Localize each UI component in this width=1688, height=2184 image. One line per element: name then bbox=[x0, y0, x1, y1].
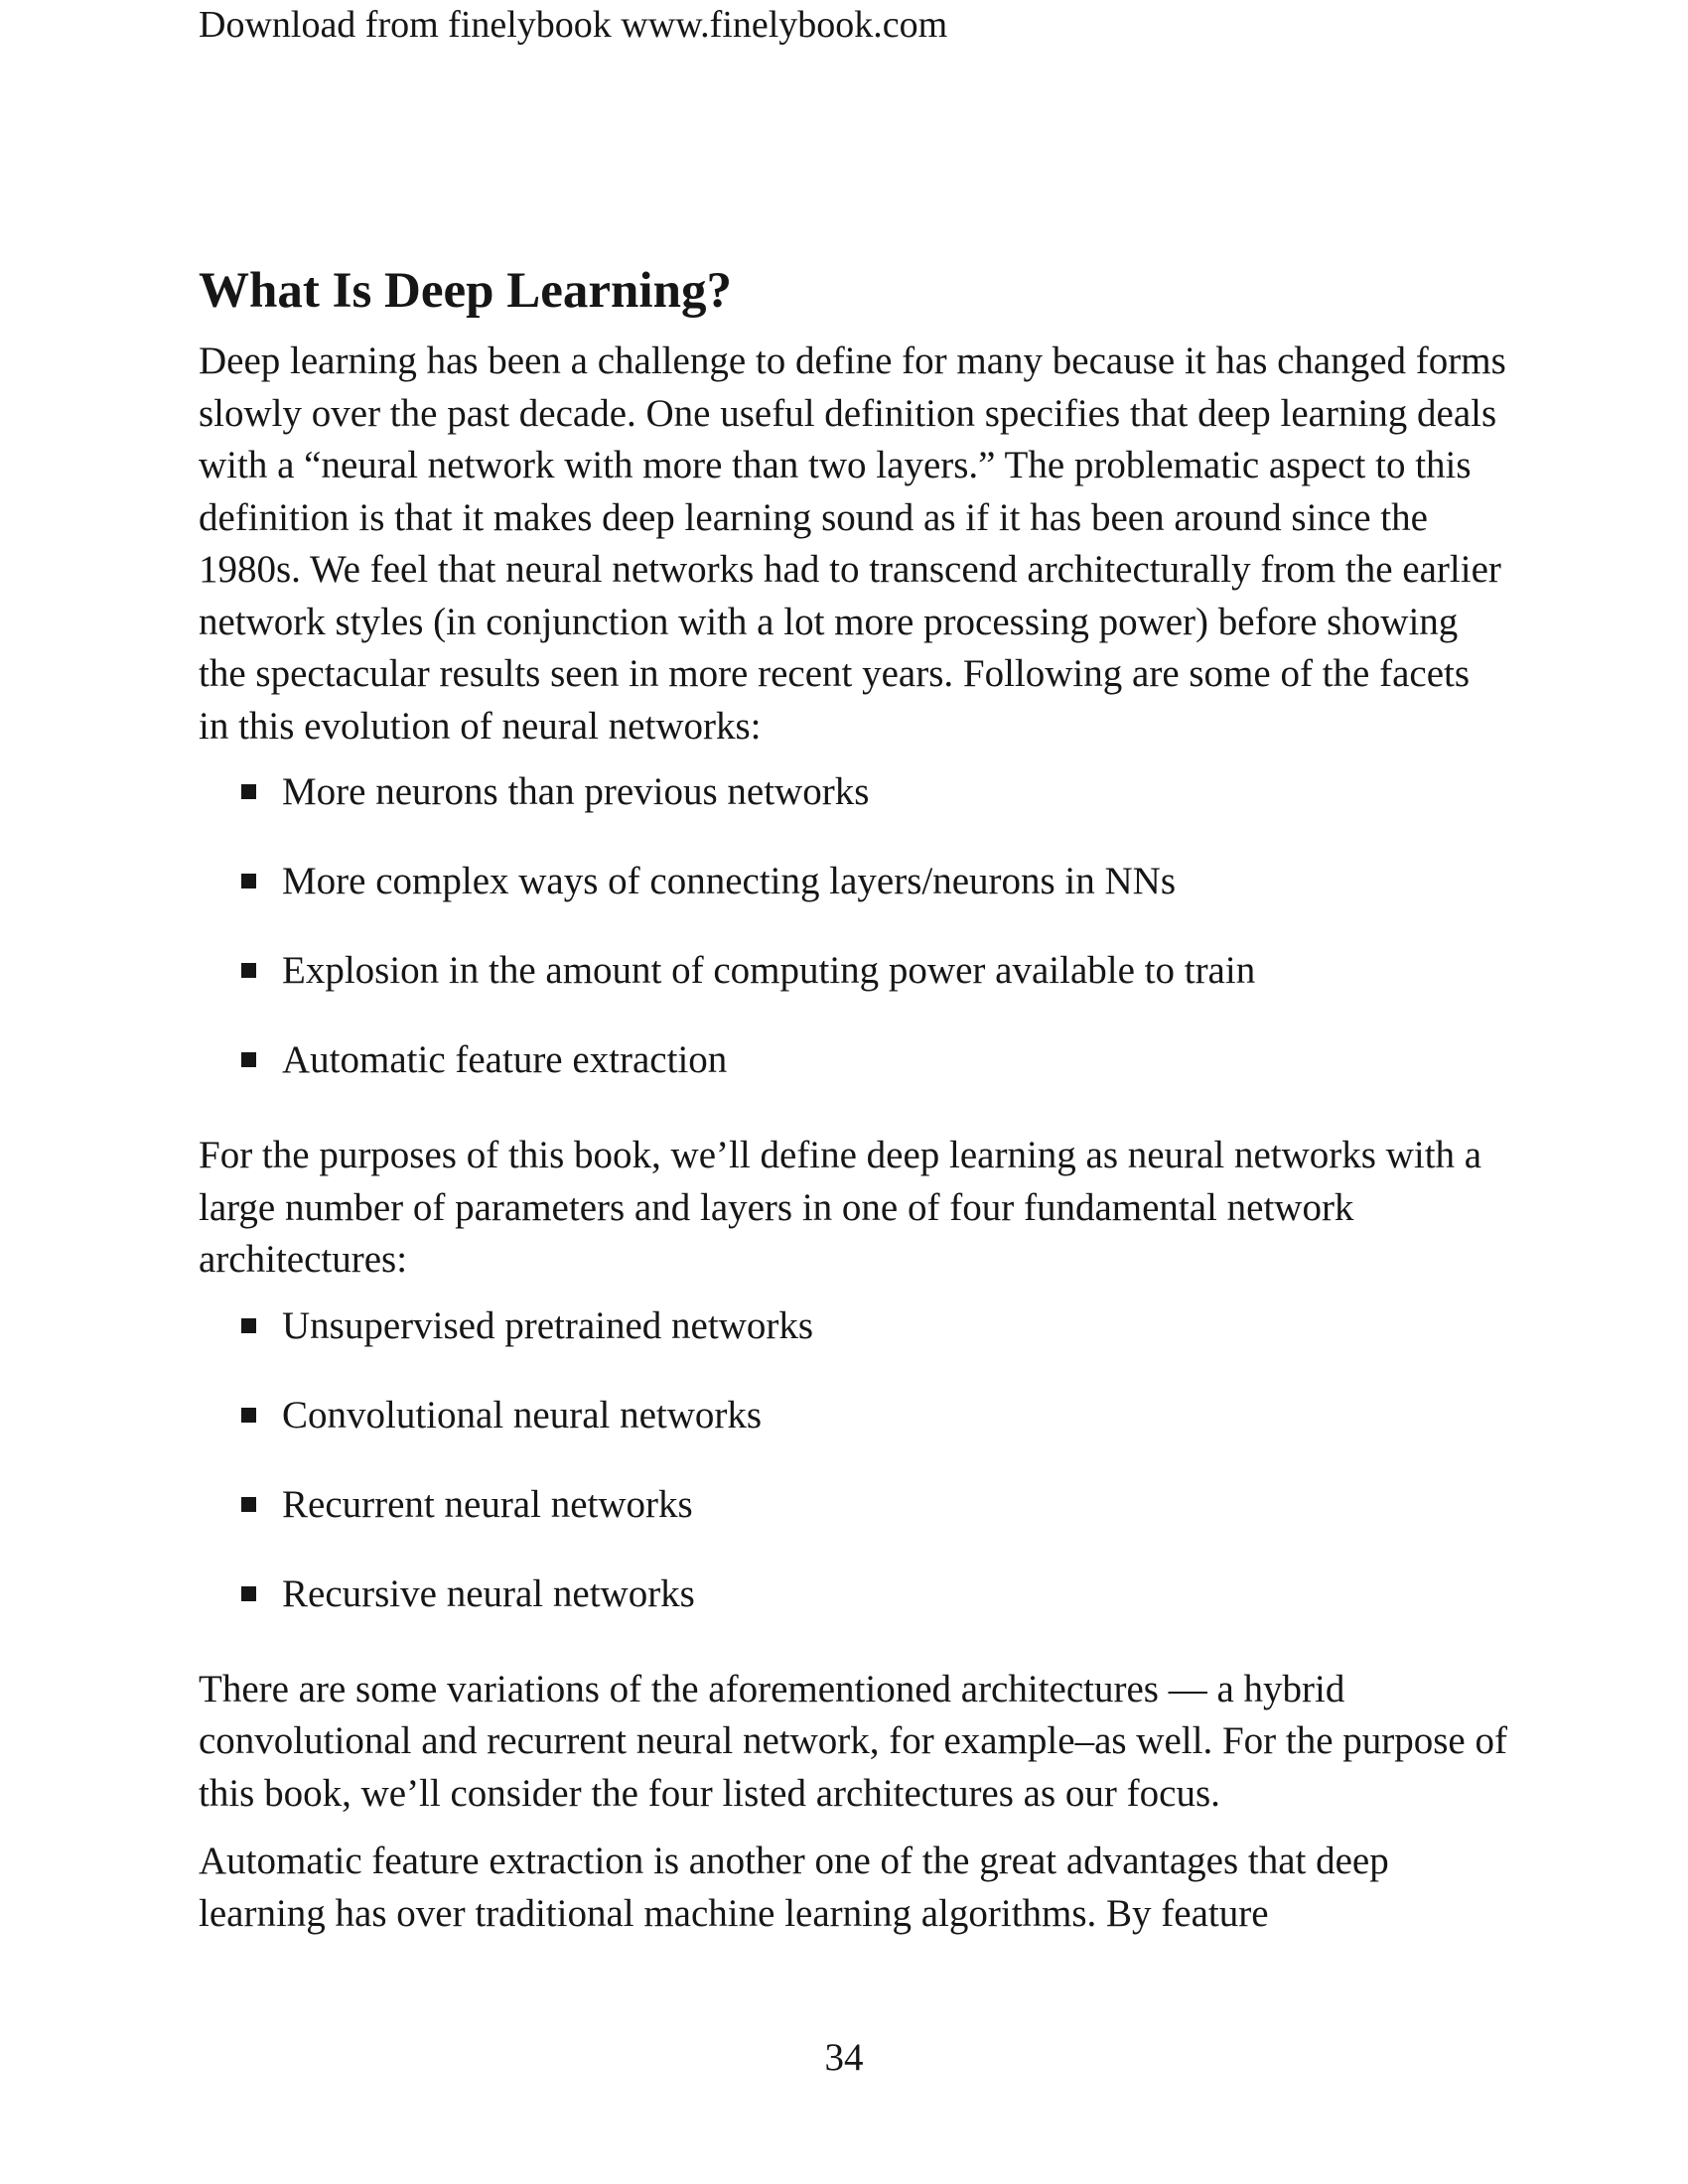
list-item-text: Recursive neural networks bbox=[282, 1571, 695, 1615]
definition-paragraph: For the purposes of this book, we’ll define deep learning as neural networks with a large number of parameters and layers in one of four fundamental network architectures: bbox=[199, 1134, 1482, 1281]
list-item-text: Convolutional neural networks bbox=[282, 1393, 763, 1436]
list-item bbox=[199, 1569, 1509, 1620]
facets-list bbox=[199, 766, 1509, 1086]
square-bullet-icon bbox=[241, 1586, 256, 1601]
architectures-list bbox=[199, 1300, 1509, 1620]
square-bullet-icon bbox=[241, 874, 256, 888]
list-item bbox=[199, 1034, 1509, 1086]
list-item bbox=[199, 856, 1509, 907]
list-item bbox=[199, 1300, 1509, 1352]
list-item bbox=[199, 766, 1509, 818]
variations-paragraph: There are some variations of the aforementioned architectures — a hybrid convolutional and recurrent neural network, for example–as well. For the purpose of this book, we’ll consider the four listed architectures as our focus. bbox=[199, 1667, 1507, 1815]
page-header: Download from finelybook www.finelybook.com bbox=[199, 4, 948, 46]
square-bullet-icon bbox=[241, 1052, 256, 1067]
square-bullet-icon bbox=[241, 1318, 256, 1333]
list-item bbox=[199, 1390, 1509, 1441]
section-title: What Is Deep Learning? bbox=[199, 263, 732, 319]
page-content bbox=[199, 260, 1509, 1940]
page-number: 34 bbox=[824, 2036, 864, 2079]
feature-extraction-paragraph: Automatic feature extraction is another one of the great advantages that deep learning has over traditional machine learning algorithms. By feature bbox=[199, 1840, 1389, 1935]
list-item-text: Unsupervised pretrained networks bbox=[282, 1303, 814, 1347]
square-bullet-icon bbox=[241, 784, 256, 799]
list-item-text: Explosion in the amount of computing power available to train bbox=[282, 949, 1256, 992]
square-bullet-icon bbox=[241, 1408, 256, 1423]
intro-paragraph: Deep learning has been a challenge to define for many because it has changed forms slowly over the past decade. One useful definition specifies that deep learning deals with a “neural network with more than two layers.” The problematic aspect to this definition is that it makes deep learning sound as if it has been around since the 1980s. We feel that neural networks had to transcend architecturally from the earlier network styles (in conjunction with a lot more processing power) before showing the spectacular results seen in more recent years. Following are some of the facets in this evolution of neural networks: bbox=[199, 340, 1506, 748]
list-item-text: Recurrent neural networks bbox=[282, 1482, 693, 1526]
list-item-text: More neurons than previous networks bbox=[282, 770, 870, 813]
list-item bbox=[199, 1479, 1509, 1531]
list-item bbox=[199, 945, 1509, 997]
list-item-text: Automatic feature extraction bbox=[282, 1038, 728, 1081]
square-bullet-icon bbox=[241, 963, 256, 978]
square-bullet-icon bbox=[241, 1497, 256, 1512]
list-item-text: More complex ways of connecting layers/neurons in NNs bbox=[282, 860, 1177, 902]
